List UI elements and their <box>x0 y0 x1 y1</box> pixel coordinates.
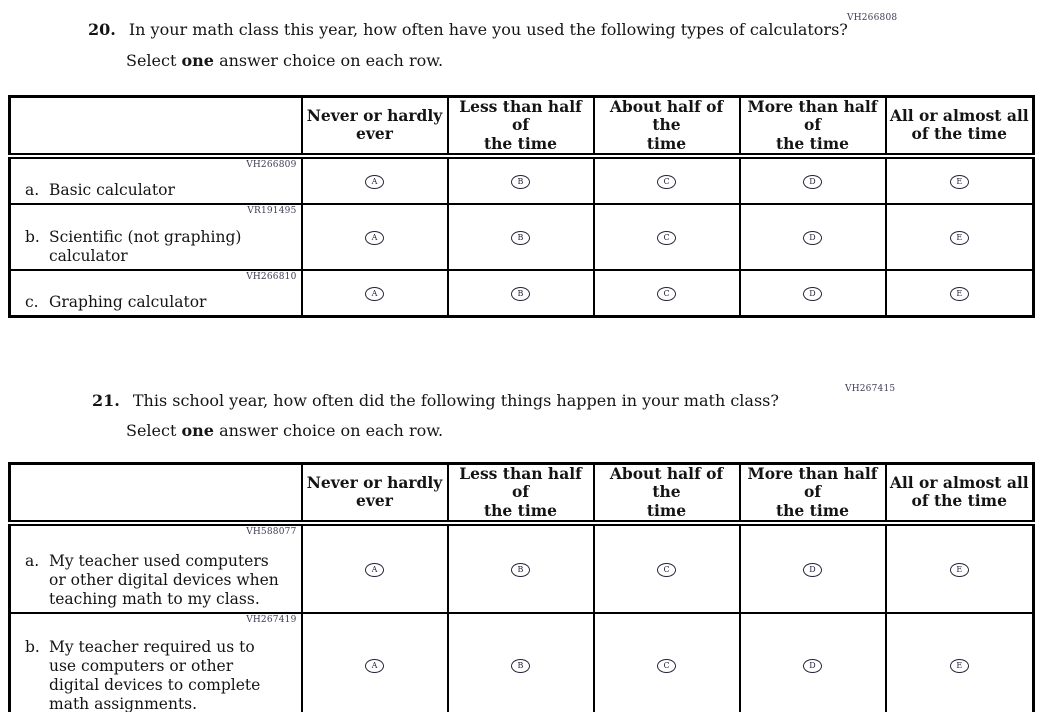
answer-cell <box>740 156 886 204</box>
answer-bubble-e[interactable]: E <box>950 287 969 301</box>
question-20-header <box>88 20 848 40</box>
row-item-label <box>25 228 297 266</box>
answer-cell <box>594 204 740 270</box>
corner-cell <box>10 464 302 523</box>
item-code: VH266810 <box>246 271 297 282</box>
answer-cell <box>886 523 1034 613</box>
row-label-cell <box>10 523 302 613</box>
select-instruction-post: answer choice on each row. <box>213 51 444 70</box>
answer-bubble-d[interactable]: D <box>803 175 822 189</box>
item-code: VH588077 <box>246 526 297 537</box>
answer-cell <box>302 204 448 270</box>
matrix-header-row <box>10 97 1034 156</box>
answer-bubble-c[interactable]: C <box>657 175 676 189</box>
select-instruction-q21 <box>126 421 443 440</box>
row-label-cell <box>10 156 302 204</box>
row-letter: a. <box>25 180 40 199</box>
answer-bubble-d[interactable]: D <box>803 231 822 245</box>
answer-bubble-c[interactable]: C <box>657 287 676 301</box>
col-header-never: Never or hardly ever <box>302 97 448 156</box>
answer-bubble-d[interactable]: D <box>803 563 822 577</box>
answer-bubble-e[interactable]: E <box>950 563 969 577</box>
answer-bubble-e[interactable]: E <box>950 659 969 673</box>
answer-cell <box>886 613 1034 712</box>
answer-cell <box>448 204 594 270</box>
row-item-label <box>25 638 297 712</box>
form-item-code-q21: VH267415 <box>845 384 896 394</box>
row-label-cell <box>10 270 302 317</box>
row-letter: a. <box>25 552 40 571</box>
row-item-label <box>25 293 297 312</box>
question-prompt: In your math class this year, how often have you used the following types of calculators? <box>128 20 848 39</box>
select-instruction-q20 <box>126 51 443 70</box>
select-instruction-bold: one <box>181 421 214 440</box>
question-number: 20. <box>88 20 116 39</box>
answer-bubble-c[interactable]: C <box>657 231 676 245</box>
col-header-more-than-half: More than half of the time <box>740 97 886 156</box>
row-letter: b. <box>25 228 40 247</box>
answer-cell <box>740 613 886 712</box>
answer-cell <box>594 613 740 712</box>
answer-cell <box>302 613 448 712</box>
question-number: 21. <box>92 391 120 410</box>
table-row-teacher-required-computers <box>10 613 1034 712</box>
col-header-about-half: About half of the time <box>594 464 740 523</box>
answer-bubble-b[interactable]: B <box>511 287 530 301</box>
answer-cell <box>740 523 886 613</box>
answer-bubble-c[interactable]: C <box>657 659 676 673</box>
row-body-text: Basic calculator <box>49 180 175 199</box>
table-row-teacher-used-computers <box>10 523 1034 613</box>
answer-cell <box>448 523 594 613</box>
answer-cell <box>594 270 740 317</box>
row-letter: c. <box>25 292 39 311</box>
answer-cell <box>302 156 448 204</box>
row-letter: b. <box>25 638 40 657</box>
answer-cell <box>594 156 740 204</box>
col-header-less-than-half: Less than half of the time <box>448 464 594 523</box>
answer-cell <box>886 204 1034 270</box>
answer-bubble-c[interactable]: C <box>657 563 676 577</box>
row-label-cell <box>10 204 302 270</box>
select-instruction-pre: Select <box>126 51 182 70</box>
row-body-text: Graphing calculator <box>49 292 207 311</box>
col-header-more-than-half: More than half of the time <box>740 464 886 523</box>
col-header-about-half: About half of the time <box>594 97 740 156</box>
answer-bubble-b[interactable]: B <box>511 231 530 245</box>
col-header-all: All or almost all of the time <box>886 464 1034 523</box>
answer-cell <box>448 270 594 317</box>
response-matrix-q20 <box>8 95 1035 318</box>
answer-cell <box>740 270 886 317</box>
question-21-header <box>92 391 779 411</box>
matrix-header-row <box>10 464 1034 523</box>
answer-bubble-d[interactable]: D <box>803 287 822 301</box>
table-row-graphing-calculator <box>10 270 1034 317</box>
answer-bubble-a[interactable]: A <box>365 659 384 673</box>
col-header-all: All or almost all of the time <box>886 97 1034 156</box>
col-header-never: Never or hardly ever <box>302 464 448 523</box>
response-matrix-q21 <box>8 462 1035 712</box>
answer-cell <box>448 156 594 204</box>
select-instruction-post: answer choice on each row. <box>213 421 444 440</box>
item-code: VH267419 <box>246 614 297 625</box>
answer-bubble-b[interactable]: B <box>511 563 530 577</box>
col-header-less-than-half: Less than half of the time <box>448 97 594 156</box>
answer-bubble-d[interactable]: D <box>803 659 822 673</box>
answer-bubble-e[interactable]: E <box>950 231 969 245</box>
select-instruction-pre: Select <box>126 421 182 440</box>
row-body-text: My teacher required us to use computers or other digital devices to complete math assignments. <box>49 638 261 712</box>
answer-bubble-a[interactable]: A <box>365 175 384 189</box>
answer-cell <box>886 156 1034 204</box>
answer-cell <box>594 523 740 613</box>
answer-cell <box>302 523 448 613</box>
row-body-text: My teacher used computers or other digital devices when teaching math to my class. <box>49 552 279 608</box>
answer-bubble-b[interactable]: B <box>511 659 530 673</box>
table-row-scientific-calculator <box>10 204 1034 270</box>
item-code: VH266809 <box>246 159 297 170</box>
item-code: VR191495 <box>247 205 297 216</box>
table-row-basic-calculator <box>10 156 1034 204</box>
row-item-label <box>25 552 297 609</box>
select-instruction-bold: one <box>181 51 214 70</box>
corner-cell <box>10 97 302 156</box>
answer-bubble-e[interactable]: E <box>950 175 969 189</box>
row-label-cell <box>10 613 302 712</box>
answer-bubble-b[interactable]: B <box>511 175 530 189</box>
answer-bubble-a[interactable]: A <box>365 563 384 577</box>
answer-cell <box>740 204 886 270</box>
answer-bubble-a[interactable]: A <box>365 231 384 245</box>
form-item-code-q20: VH266808 <box>847 13 898 23</box>
row-item-label <box>25 181 297 200</box>
answer-cell <box>302 270 448 317</box>
answer-bubble-a[interactable]: A <box>365 287 384 301</box>
question-prompt: This school year, how often did the following things happen in your math class? <box>132 391 779 410</box>
answer-cell <box>886 270 1034 317</box>
row-body-text: Scientific (not graphing) calculator <box>49 228 242 265</box>
answer-cell <box>448 613 594 712</box>
